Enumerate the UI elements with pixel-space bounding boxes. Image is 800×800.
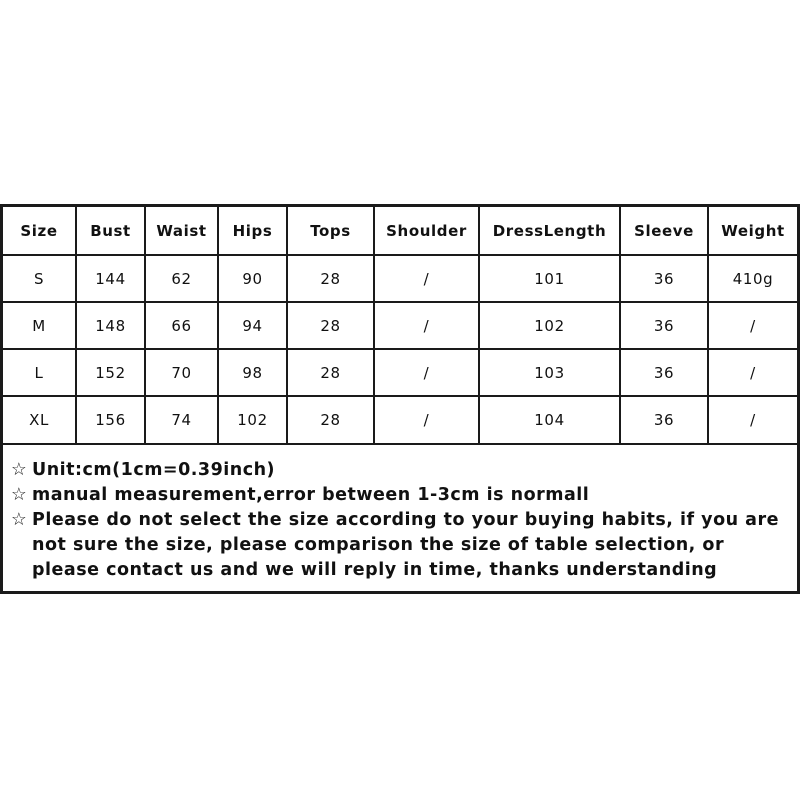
table-cell: 98 [218,349,287,396]
table-cell: 62 [145,255,218,302]
column-header-bust: Bust [76,207,145,255]
column-header-shoulder: Shoulder [374,207,479,255]
note-measurement-error [11,483,791,508]
size-table [3,207,797,445]
table-cell: / [374,396,479,444]
table-cell: 90 [218,255,287,302]
table-cell: 102 [218,396,287,444]
size-chart-box [0,204,800,594]
note-size-advice [11,508,791,583]
column-header-dress-length: DressLength [479,207,620,255]
table-cell: / [374,349,479,396]
note-text: Unit:cm(1cm=0.39inch) [32,460,276,480]
table-cell: 28 [287,349,374,396]
table-cell: 28 [287,255,374,302]
table-cell: 410g [708,255,797,302]
table-cell: 36 [620,255,708,302]
note-unit [11,458,791,483]
table-cell: M [3,302,76,349]
column-header-size: Size [3,207,76,255]
table-cell: 148 [76,302,145,349]
table-cell: 156 [76,396,145,444]
table-header-row [3,207,797,255]
table-cell: / [374,302,479,349]
table-cell: XL [3,396,76,444]
table-cell: S [3,255,76,302]
table-cell: 28 [287,396,374,444]
star-icon: ☆ [11,460,28,480]
star-icon: ☆ [11,485,28,505]
table-cell: / [374,255,479,302]
table-cell: 152 [76,349,145,396]
table-row [3,396,797,444]
table-cell: 36 [620,349,708,396]
table-cell: 104 [479,396,620,444]
table-cell: 101 [479,255,620,302]
table-cell: 28 [287,302,374,349]
note-text: Please do not select the size according to your buying habits, if you are not sure the size, please comparison the size of table selection, or please contact us and we will reply in time, thanks understanding [32,510,779,580]
table-cell: 66 [145,302,218,349]
column-header-tops: Tops [287,207,374,255]
table-row [3,255,797,302]
table-cell: 94 [218,302,287,349]
table-cell: 36 [620,302,708,349]
table-cell: 36 [620,396,708,444]
star-icon: ☆ [11,510,28,530]
column-header-hips: Hips [218,207,287,255]
size-notes [11,458,791,583]
table-cell: 103 [479,349,620,396]
table-cell: / [708,349,797,396]
table-cell: 144 [76,255,145,302]
note-text: manual measurement,error between 1-3cm is normall [32,485,590,505]
table-cell: / [708,302,797,349]
table-row [3,349,797,396]
table-cell: 70 [145,349,218,396]
column-header-waist: Waist [145,207,218,255]
column-header-sleeve: Sleeve [620,207,708,255]
table-cell: L [3,349,76,396]
table-row [3,302,797,349]
column-header-weight: Weight [708,207,797,255]
table-cell: 74 [145,396,218,444]
table-cell: 102 [479,302,620,349]
table-cell: / [708,396,797,444]
